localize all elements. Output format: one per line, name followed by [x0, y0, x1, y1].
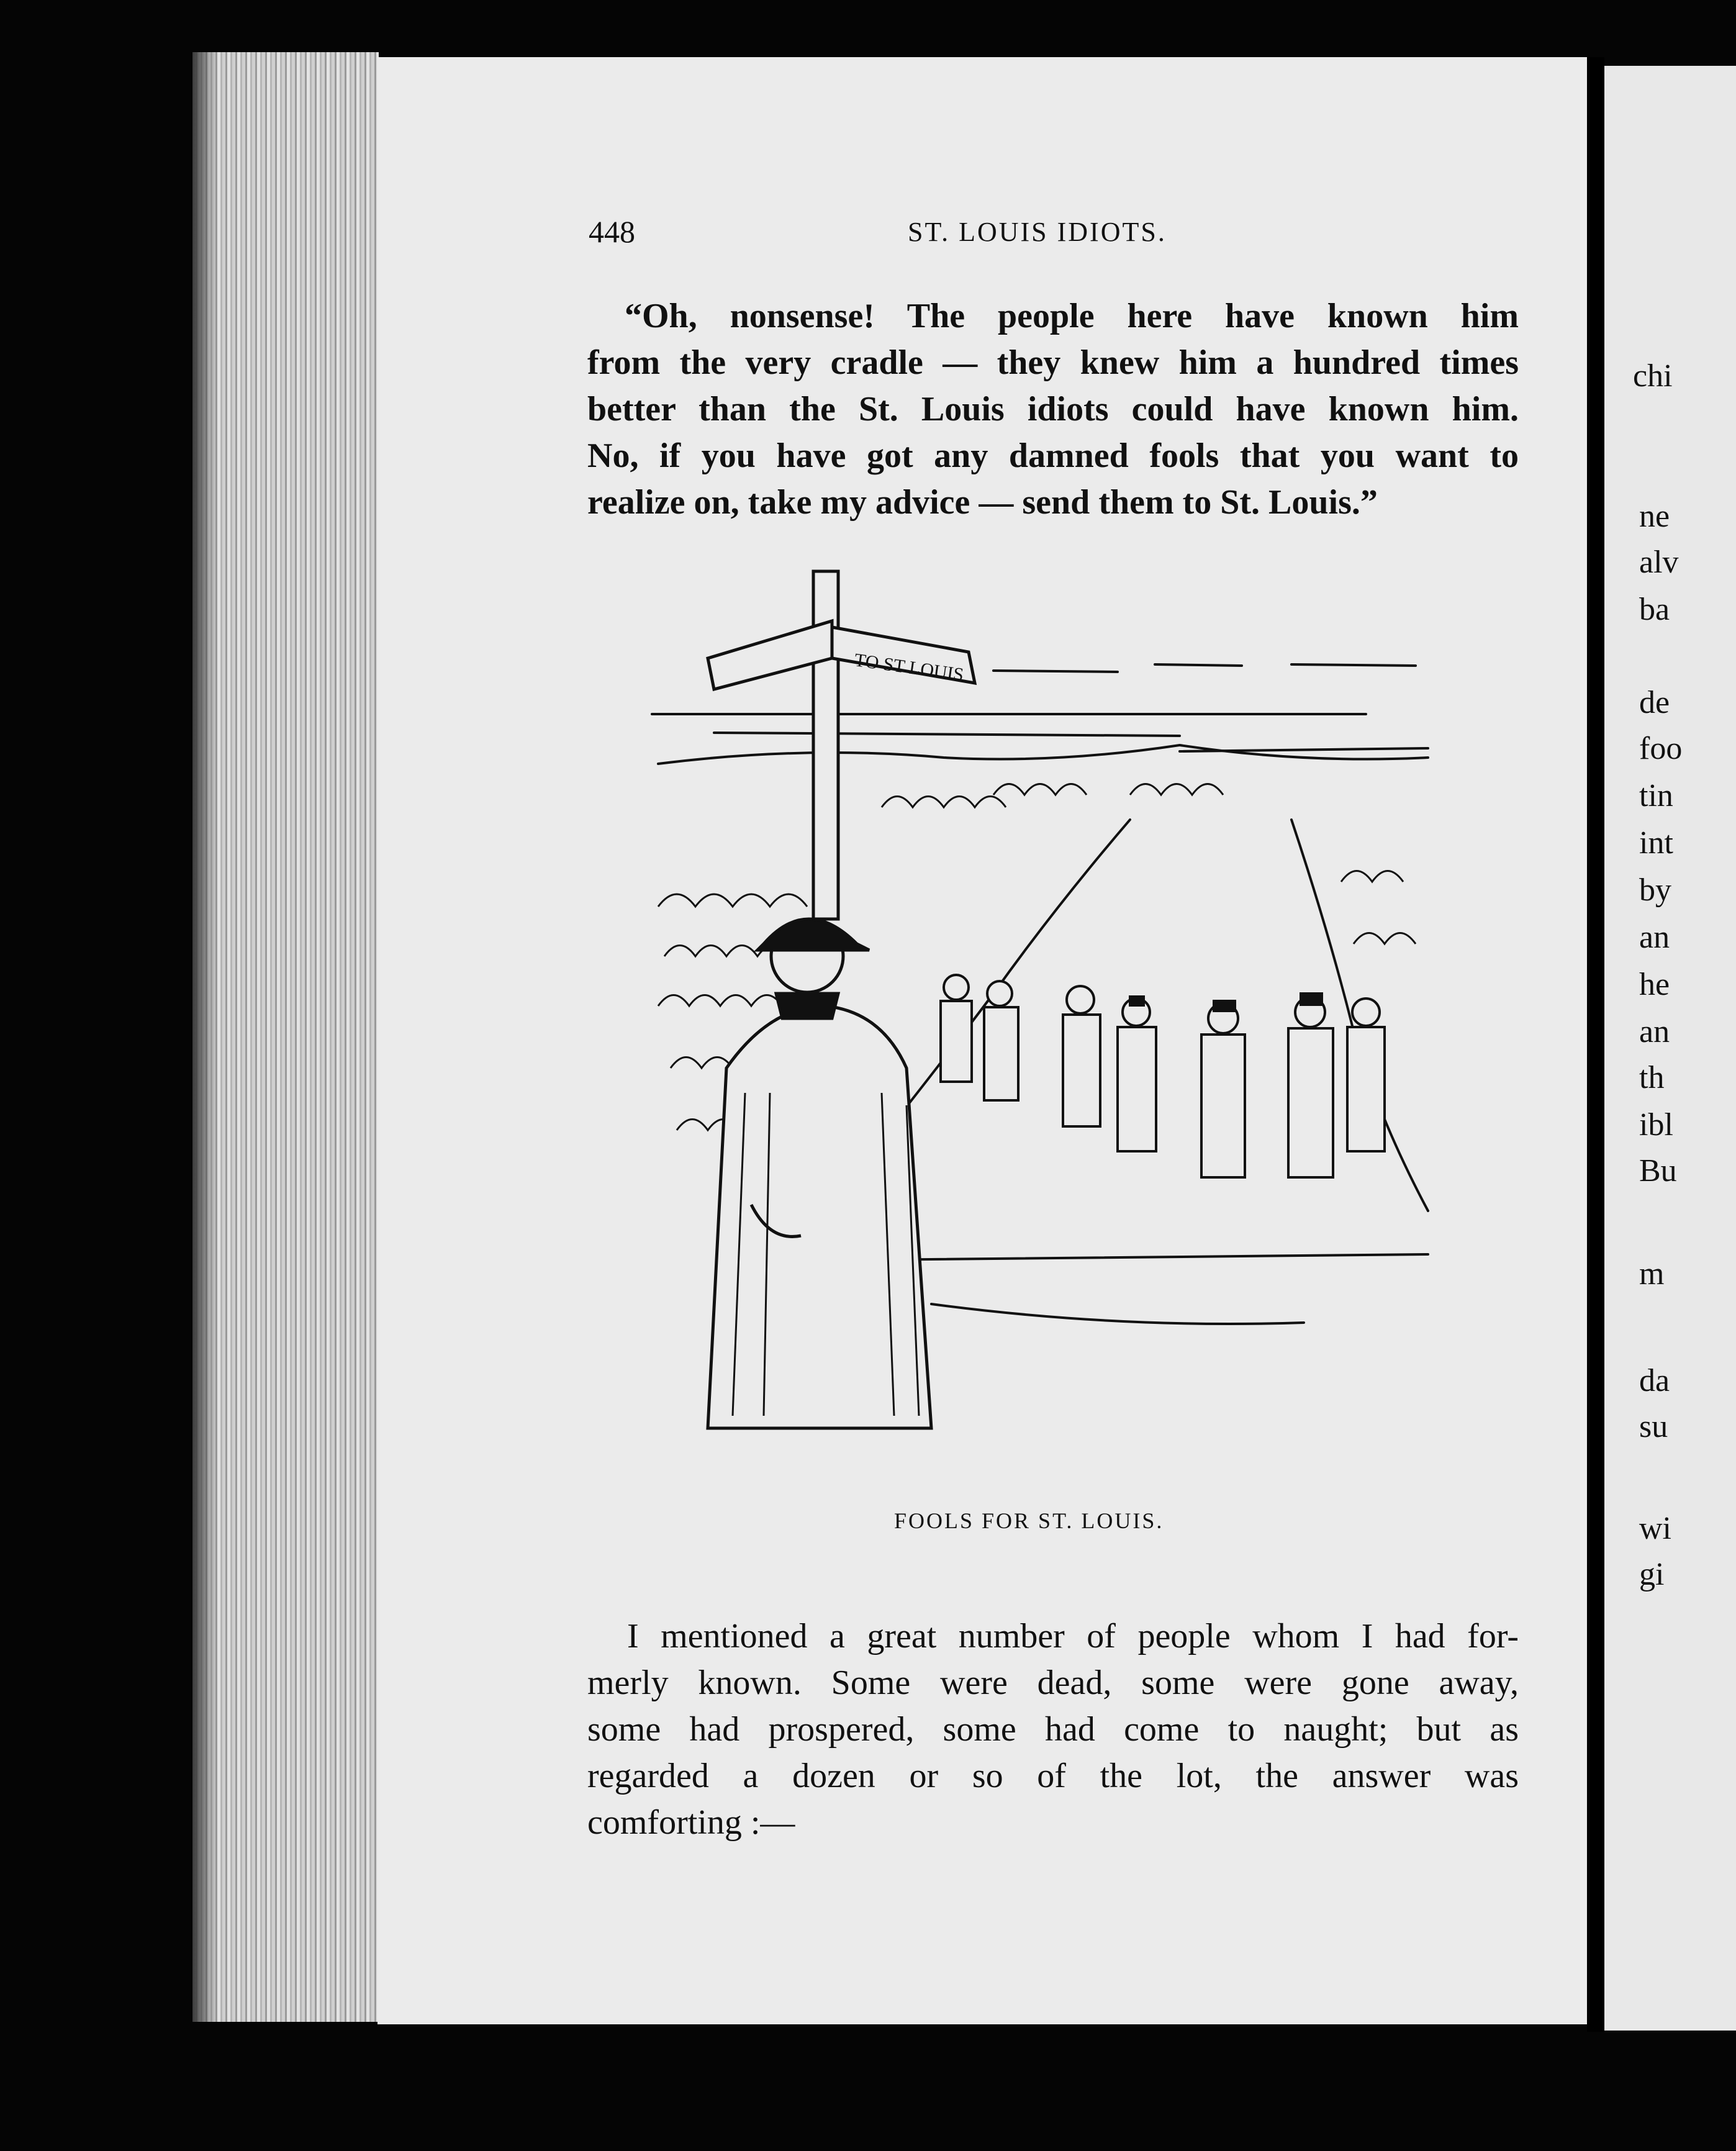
text-line: from the very cradle — they knew him a hundred times: [587, 343, 1519, 382]
text-line: realize on, take my advice — send them to St. Louis.”: [587, 483, 1378, 522]
facing-text-fragment: gi: [1639, 1557, 1665, 1592]
text-line: I mentioned a great number of people whom I had for-: [627, 1617, 1519, 1655]
text-line: better than the St. Louis idiots could have known him.: [587, 390, 1519, 428]
facing-text-fragment: alv: [1639, 545, 1679, 580]
facing-text-fragment: da: [1639, 1363, 1670, 1398]
facing-text-fragment: tin: [1639, 778, 1673, 813]
text-line: some had prospered, some had come to naught; but as: [587, 1710, 1519, 1749]
page-edges: [192, 52, 379, 2022]
facing-text-fragment: de: [1639, 685, 1670, 720]
book-gutter: [1587, 57, 1604, 2032]
facing-text-fragment: chi: [1633, 358, 1673, 394]
facing-text-fragment: he: [1639, 967, 1670, 1002]
facing-text-fragment: foo: [1639, 731, 1683, 766]
text-line: “Oh, nonsense! The people here have known him: [625, 297, 1519, 335]
closing-paragraph: [587, 1613, 1519, 1846]
running-head: [589, 214, 1517, 251]
running-head-title: ST. LOUIS IDIOTS.: [908, 217, 1167, 247]
illustration-caption: FOOLS FOR ST. LOUIS.: [894, 1508, 1164, 1533]
text-line: regarded a dozen or so of the lot, the answer was: [587, 1757, 1519, 1795]
facing-text-fragment: ibl: [1639, 1107, 1673, 1143]
facing-text-fragment: an: [1639, 920, 1670, 955]
text-line: merly known. Some were dead, some were gone away,: [587, 1664, 1519, 1702]
facing-text-fragment: ba: [1639, 592, 1670, 627]
text-line: No, if you have got any damned fools that you want to: [587, 437, 1519, 475]
facing-text-fragment: ne: [1639, 499, 1670, 534]
facing-text-fragment: wi: [1639, 1511, 1671, 1546]
facing-text-fragment: an: [1639, 1014, 1670, 1049]
signpost-text: TO ST LOUIS: [853, 650, 965, 686]
page-edges-shadow: [192, 52, 217, 2022]
page-number: 448: [589, 214, 635, 249]
facing-text-fragment: int: [1639, 825, 1673, 861]
facing-text-fragment: th: [1639, 1060, 1665, 1095]
text-line: comforting :—: [587, 1803, 795, 1842]
facing-text-fragment: su: [1639, 1409, 1668, 1444]
facing-text-fragment: m: [1639, 1256, 1665, 1292]
fools-for-st-louis-illustration: [621, 559, 1490, 1465]
facing-text-fragment: by: [1639, 872, 1671, 908]
facing-text-fragment: Bu: [1639, 1153, 1677, 1189]
facing-page: [1604, 66, 1736, 2031]
opening-paragraph: [587, 293, 1519, 526]
